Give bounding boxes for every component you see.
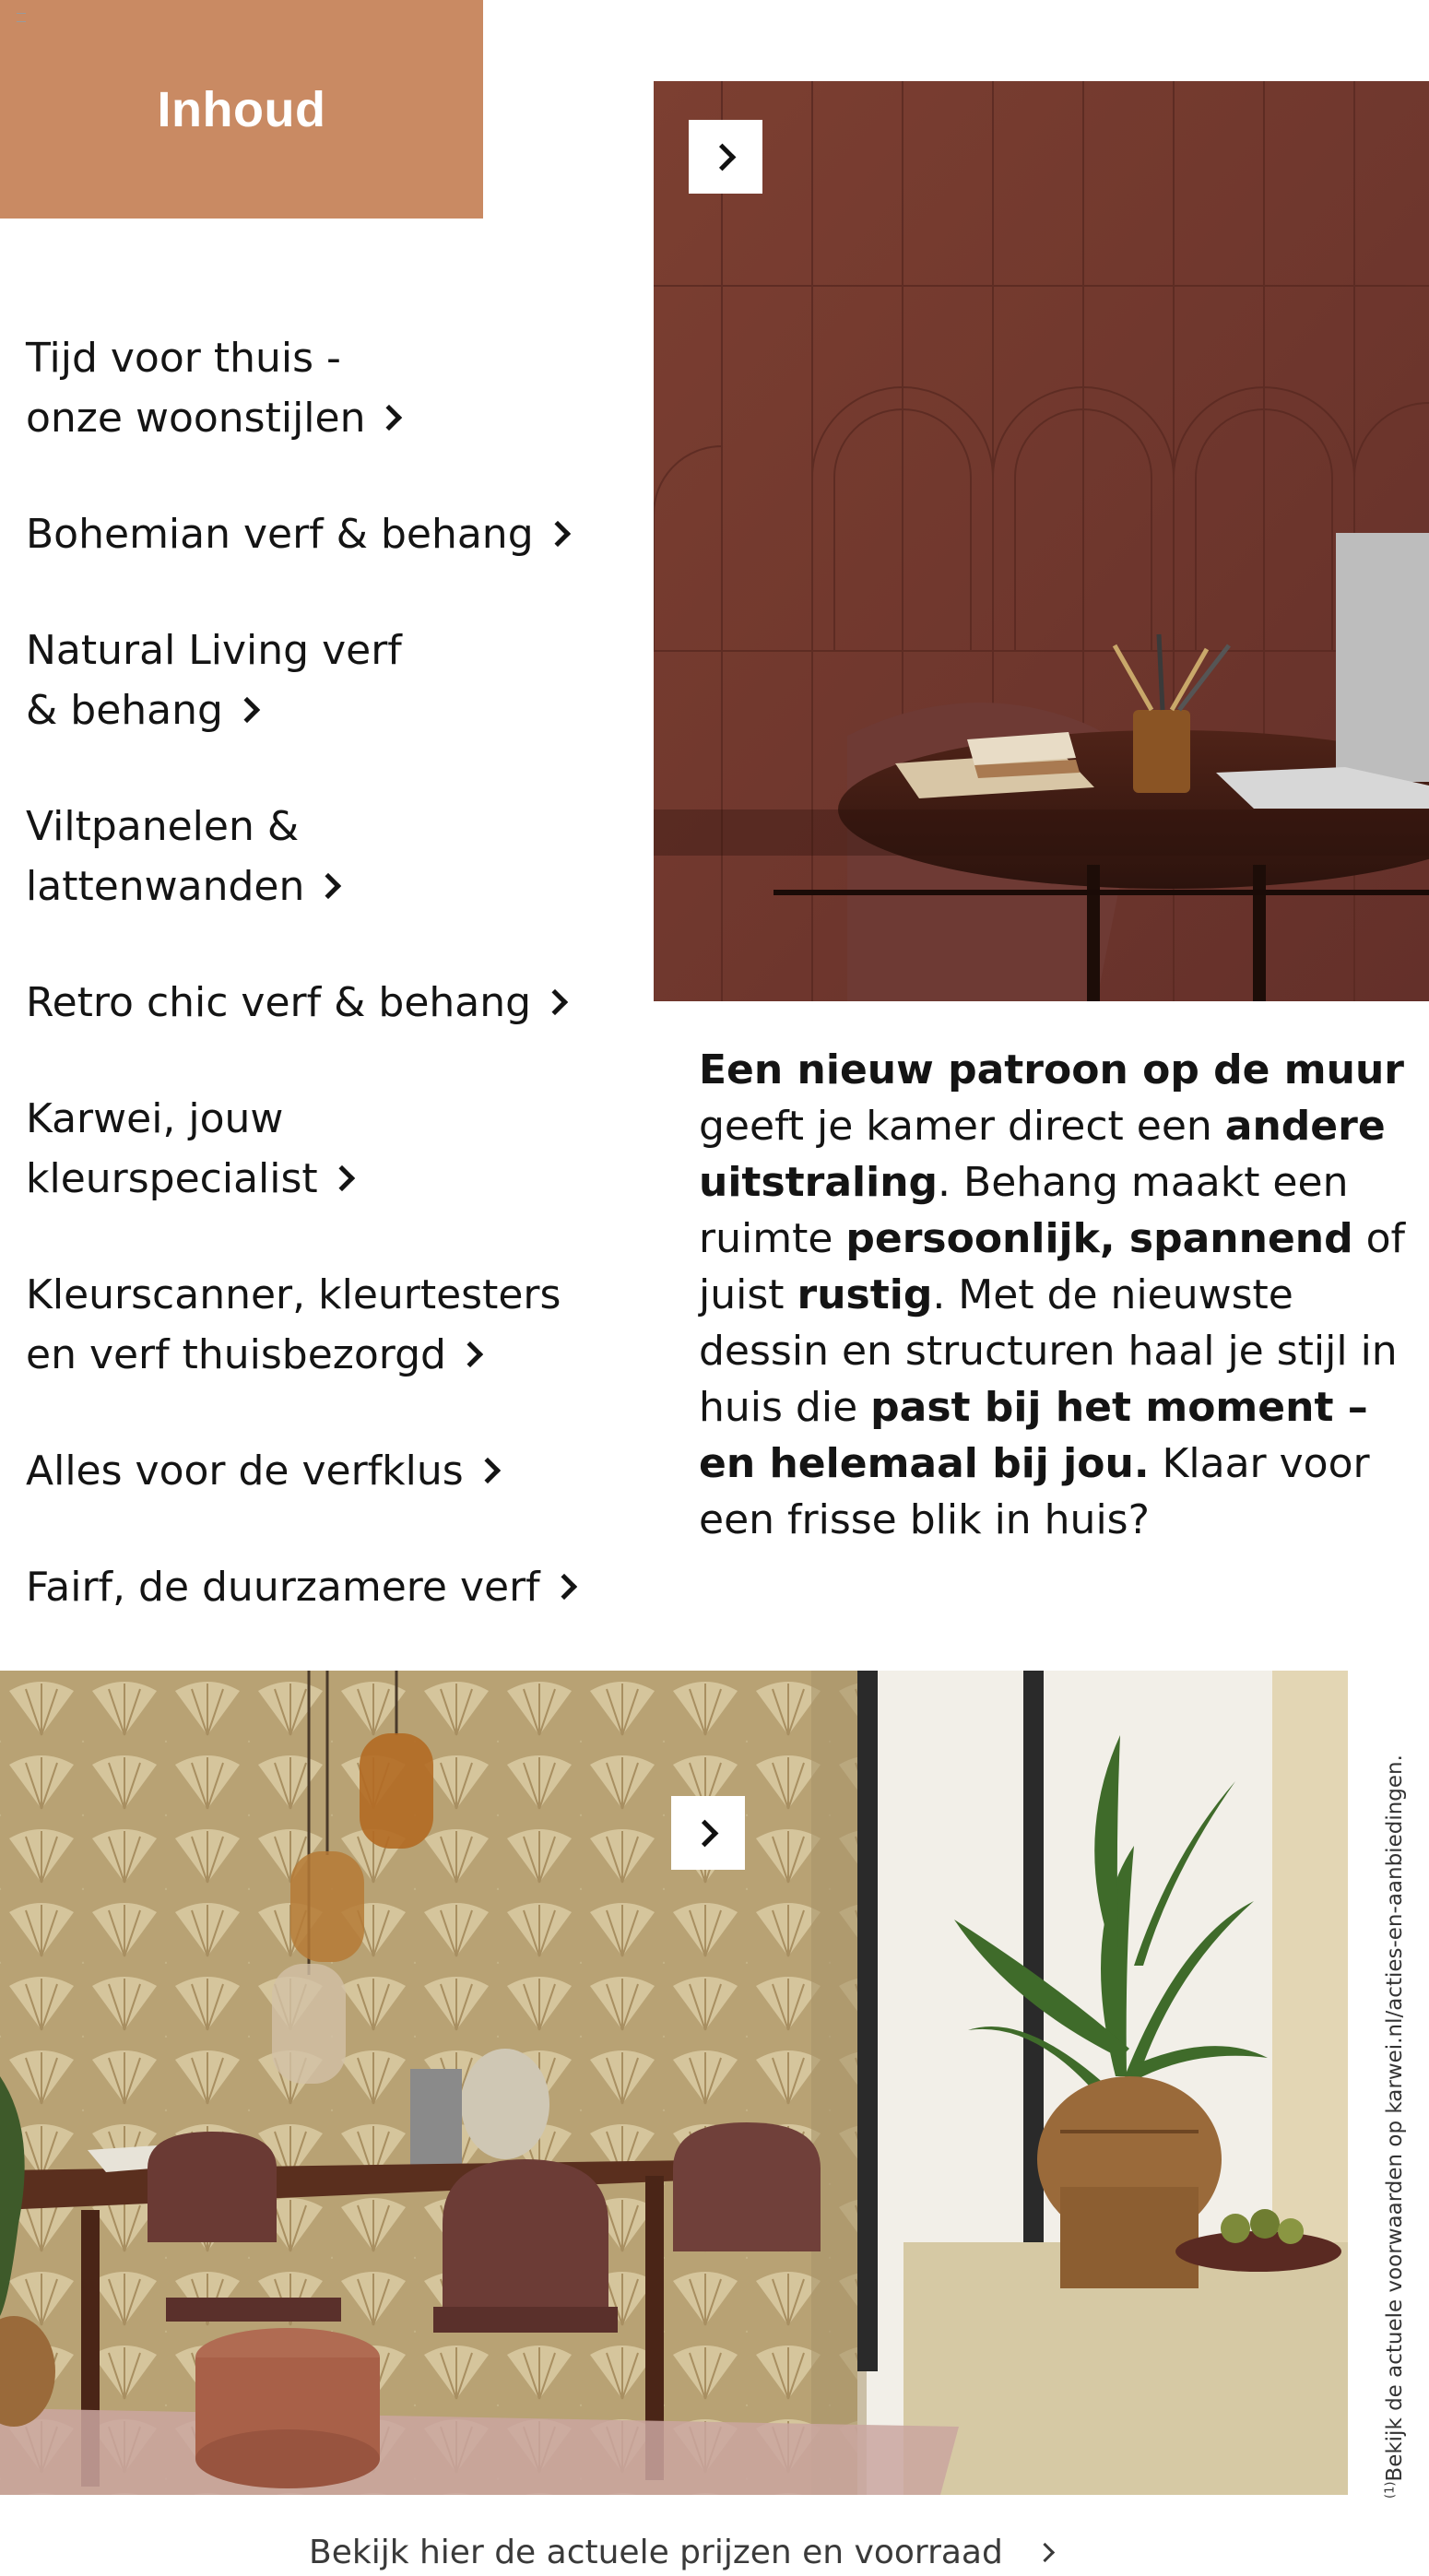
toc-item-verfklus[interactable] <box>26 1441 634 1501</box>
prices-stock-link-label: Bekijk hier de actuele prijzen en voorraad <box>309 2534 1003 2571</box>
chevron-right-icon <box>376 405 402 431</box>
chevron-right-icon <box>315 873 341 899</box>
toc-item-line: en verf thuisbezorgd <box>26 1331 446 1378</box>
contents-header <box>0 0 483 219</box>
chevron-right-icon <box>457 1341 483 1367</box>
toc-item-line: Kleurscanner, kleurtesters <box>26 1271 561 1318</box>
prices-stock-link[interactable] <box>309 2534 1052 2571</box>
chevron-right-icon <box>1035 2543 1055 2562</box>
felt-panel-room-photo <box>654 81 1429 1001</box>
toc-item-retro-chic[interactable] <box>26 973 634 1033</box>
intro-text: geeft je kamer direct een <box>699 1103 1225 1150</box>
toc-item-line: Tijd voor thuis - <box>26 335 341 382</box>
chevron-right-icon <box>542 989 568 1015</box>
toc-item-line: & behang <box>26 687 223 734</box>
chevron-right-icon <box>475 1458 501 1483</box>
toc-item-line: Fairf, de duurzamere verf <box>26 1564 540 1611</box>
photo-link-button[interactable] <box>689 120 762 194</box>
intro-paragraph <box>699 1042 1418 1548</box>
intro-bold: andere uitstraling <box>699 1103 1386 1206</box>
chevron-right-icon <box>691 1819 718 1847</box>
intro-bold: Een nieuw patroon op de muur <box>699 1046 1404 1093</box>
chevron-right-icon <box>544 521 570 547</box>
toc-item-line: onze woonstijlen <box>26 395 366 442</box>
chevron-right-icon <box>329 1165 355 1191</box>
photo-link-button[interactable] <box>671 1796 745 1870</box>
toc-item-line: Natural Living verf <box>26 627 402 674</box>
disclaimer-sentence: Bekijk de actuele voorwaarden op karwei.nl/acties-en-aanbiedingen. <box>1383 1755 1407 2482</box>
toc-item-woonstijlen[interactable] <box>26 328 634 448</box>
toc-item-natural-living[interactable] <box>26 620 634 740</box>
intro-bold: past bij het moment – en helemaal bij jou. <box>699 1384 1368 1487</box>
footnote-marker: (1) <box>1383 2481 1398 2499</box>
toc-item-line: lattenwanden <box>26 863 305 910</box>
contents-title: Inhoud <box>157 81 326 137</box>
toc-item-fairf[interactable] <box>26 1557 634 1617</box>
disclaimer-text <box>1383 1755 1407 2499</box>
table-of-contents <box>26 328 634 1617</box>
toc-item-line: Retro chic verf & behang <box>26 979 532 1026</box>
toc-item-kleurscanner[interactable] <box>26 1265 634 1385</box>
toc-item-bohemian[interactable] <box>26 504 634 564</box>
chevron-right-icon <box>551 1574 577 1600</box>
toc-item-line: kleurspecialist <box>26 1155 318 1202</box>
intro-bold: persoonlijk, spannend <box>845 1215 1353 1262</box>
toc-item-line: Alles voor de verfklus <box>26 1448 464 1495</box>
toc-item-kleurspecialist[interactable] <box>26 1089 634 1209</box>
intro-text: Klaar voor een frisse blik in huis? <box>699 1440 1370 1543</box>
toc-item-line: Viltpanelen & <box>26 803 300 850</box>
intro-text: . Behang maakt een ruimte <box>699 1159 1349 1262</box>
intro-bold: rustig <box>797 1271 933 1318</box>
chevron-right-icon <box>708 143 736 171</box>
chevron-right-icon <box>234 697 260 723</box>
toc-item-line: Karwei, jouw <box>26 1095 284 1142</box>
page-mark <box>17 13 26 22</box>
toc-item-line: Bohemian verf & behang <box>26 511 534 558</box>
intro-text: of juist <box>699 1215 1406 1318</box>
toc-item-viltpanelen[interactable] <box>26 797 634 916</box>
intro-text: . Met de nieuwste dessin en structuren haal je stijl in huis die <box>699 1271 1398 1431</box>
dining-room-photo <box>0 1671 1348 2495</box>
